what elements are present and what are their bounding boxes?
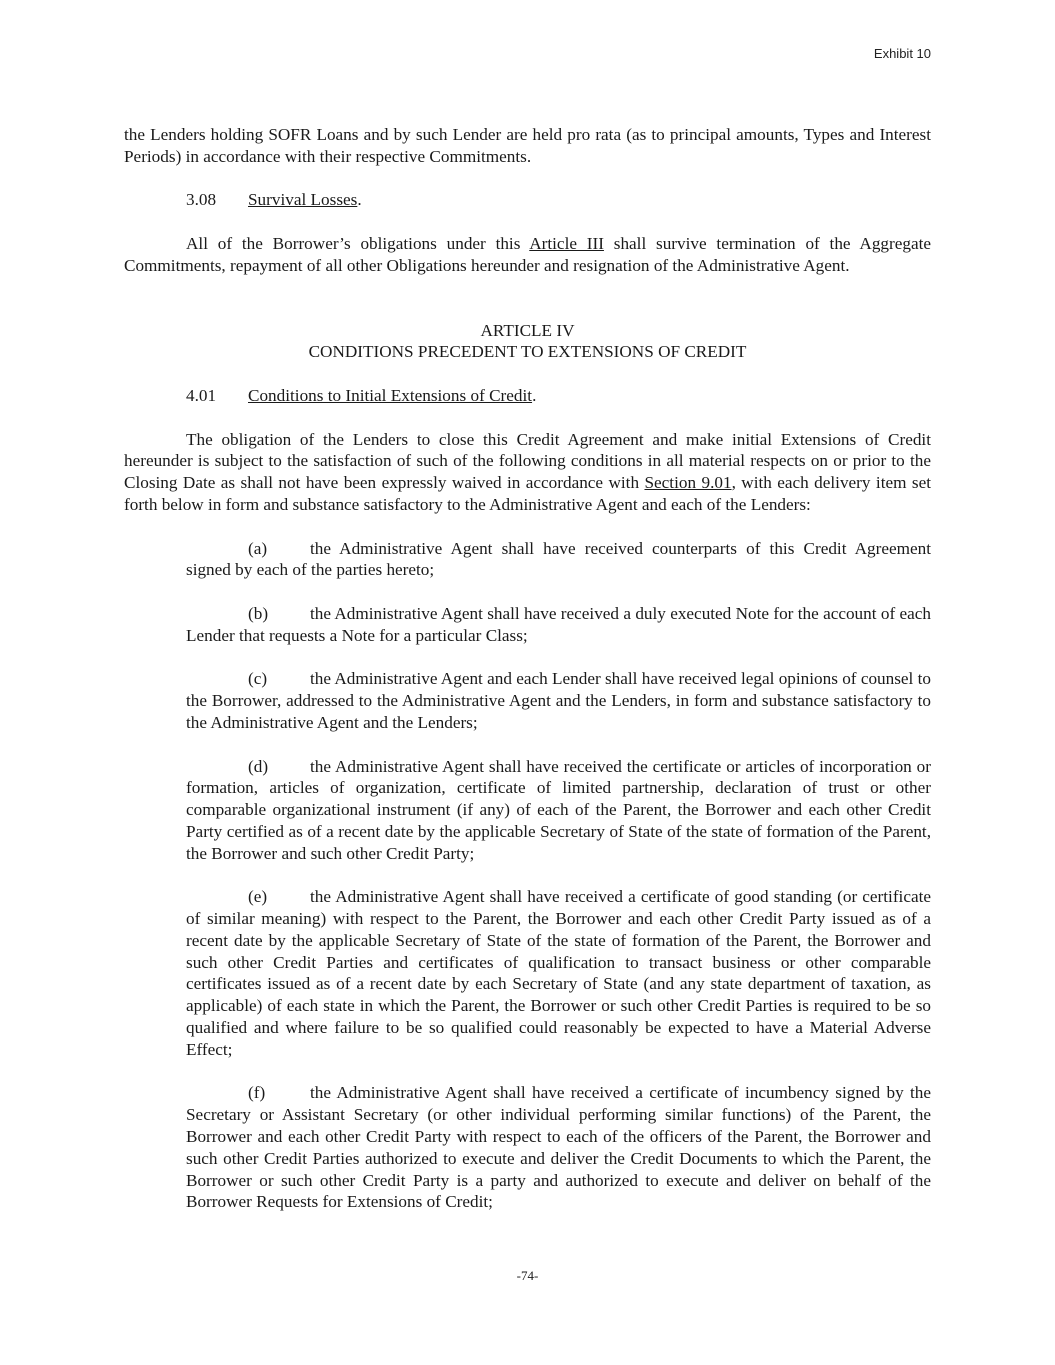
item-tag: (f) — [248, 1083, 266, 1103]
item-text: the Administrative Agent shall have received counterparts of this Credit Agreement signed by each of the parties hereto; — [186, 538, 931, 580]
continued-paragraph: the Lenders holding SOFR Loans and by such Lender are held pro rata (as to principal amounts, Types and Interest Periods) in accordance with their respective Commitments. — [124, 125, 931, 166]
condition-item-b — [186, 603, 931, 647]
article-subtitle: CONDITIONS PRECEDENT TO EXTENSIONS OF CREDIT — [308, 342, 747, 362]
item-tag: (c) — [248, 669, 268, 689]
section-reference: Section 9.01 — [644, 473, 732, 493]
section-title: Survival Losses — [248, 190, 358, 210]
paragraph-text: shall survive termination of the Aggregate Commitments, repayment of all other Obligations hereunder and resignation of the Administrative Agent. — [124, 233, 931, 275]
document-body — [124, 124, 931, 1235]
section-title: Conditions to Initial Extensions of Credit — [248, 385, 533, 405]
condition-item-f — [186, 1082, 931, 1213]
item-text: the Administrative Agent shall have received a certificate of incumbency signed by the Secretary or Assistant Secretary (or other individual performing similar functions) of the Parent, the Borrower and each other Credit Party with respect to each of the officers of the Parent, the Borrower and such other Credit Parties authorized to execute and deliver the Credit Documents to which the Parent, the Borrower or such other Credit Party is a party and authorized to execute and deliver on behalf of the Borrower Requests for Extensions of Credit; — [186, 1083, 931, 1212]
exhibit-label: Exhibit 10 — [873, 46, 931, 61]
condition-item-c — [186, 668, 931, 733]
section-number: 3.08 — [186, 190, 217, 210]
paragraph-text: , with each delivery item set forth below in form and substance satisfactory to the Administrative Agent and each of the Lenders: — [124, 473, 932, 514]
section-number: 4.01 — [186, 385, 217, 405]
condition-item-e — [186, 886, 931, 1060]
section-3-08-paragraph — [124, 233, 931, 277]
section-4-01-heading: 4.01 Conditions to Initial Extensions of Credit. — [186, 385, 537, 405]
item-tag: (e) — [248, 887, 268, 907]
page-number: -74- — [516, 1268, 539, 1283]
section-3-08-heading: 3.08 Survival Losses. — [186, 190, 362, 210]
condition-item-a — [186, 538, 931, 582]
condition-item-d — [186, 756, 931, 865]
article-title: ARTICLE IV — [480, 320, 575, 340]
paragraph-text: All of the Borrower’s obligations under this — [186, 233, 530, 253]
paragraph-text: The obligation of the Lenders to close this Credit Agreement and make initial Extensions of Credit hereunder is subject to the satisfaction of such of the following conditions in all material respects on or prior to the Closing Date as shall not have been expressly waived in accordance with — [124, 429, 931, 493]
item-text: the Administrative Agent and each Lender shall have received legal opinions of counsel to the Borrower, addressed to the Administrative Agent and the Lenders, in form and substance satisfactory to the Administrative Agent and the Lenders; — [186, 669, 931, 732]
article-reference: Article III — [529, 233, 604, 253]
section-4-01-paragraph — [124, 429, 931, 516]
item-text: the Administrative Agent shall have received a duly executed Note for the account of each Lender that requests a Note for a particular Class; — [186, 603, 931, 645]
item-text: the Administrative Agent shall have received a certificate of good standing (or certificate of similar meaning) with respect to the Parent, the Borrower and each other Credit Party issued as of a recent date by the applicable Secretary of State of the state of formation of the Parent, the Borrower and such other Credit Parties and certificates of qualification to transact business or other comparable certificates issued as of a recent date by each Secretary of State (and any state department of taxation, as applicable) of each state in which the Parent, the Borrower or such other Credit Parties is required to be so qualified and where failure to be so qualified could reasonably be expected to have a Material Adverse Effect; — [186, 887, 931, 1059]
article-heading — [124, 320, 931, 364]
item-text: the Administrative Agent shall have received the certificate or articles of incorporation or formation, articles of organization, certificate of limited partnership, declaration of trust or other comparable organizational instrument (if any) of each of the Parent, the Borrower and each other Credit Party certified as of a recent date by the applicable Secretary of State of the state of formation of the Parent, the Borrower and such other Credit Party; — [186, 756, 931, 863]
item-tag: (a) — [248, 538, 268, 558]
item-tag: (d) — [248, 756, 269, 776]
item-tag: (b) — [248, 603, 269, 623]
